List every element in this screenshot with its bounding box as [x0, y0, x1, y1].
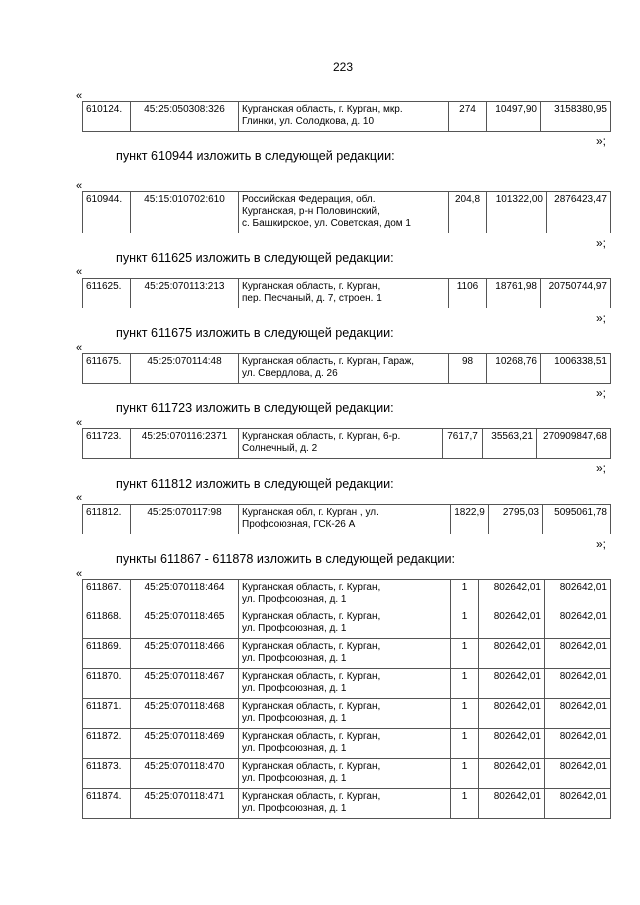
row-number: 611873. — [83, 759, 131, 789]
value-cell: 802642,01 — [545, 580, 611, 610]
closing-quote: »; — [596, 236, 607, 250]
address-cell — [239, 279, 449, 309]
rate-cell: 802642,01 — [479, 639, 545, 669]
row-number: 610124. — [83, 102, 131, 132]
address-cell — [239, 354, 449, 384]
record-table-610944 — [82, 191, 611, 233]
value-cell: 802642,01 — [545, 669, 611, 699]
value-cell: 802642,01 — [545, 759, 611, 789]
value-cell: 802642,01 — [545, 639, 611, 669]
record-table-611812 — [82, 504, 611, 534]
address-line: ул. Профсоюзная, д. 1 — [242, 713, 347, 724]
amendment-instruction: пункт 611675 изложить в следующей редакции: — [116, 326, 394, 340]
row-number: 611625. — [83, 279, 131, 309]
value-cell: 802642,01 — [545, 729, 611, 759]
address-line: ул. Профсоюзная, д. 1 — [242, 803, 347, 814]
row-number: 611867. — [83, 580, 131, 610]
row-number: 611868. — [83, 609, 131, 639]
row-number: 611870. — [83, 669, 131, 699]
address-line: Курганская область, г. Курган, — [242, 641, 381, 652]
value-cell: 20750744,97 — [541, 279, 611, 309]
amendment-instruction: пункт 610944 изложить в следующей редакции: — [116, 149, 395, 163]
table-row — [83, 580, 611, 610]
address-line: Профсоюзная, ГСК-26 А — [242, 519, 356, 530]
closing-quote: »; — [596, 311, 607, 325]
row-number: 610944. — [83, 192, 131, 234]
cadastral-number: 45:25:070118:465 — [131, 609, 239, 639]
table-row — [83, 429, 611, 459]
opening-quote: « — [76, 417, 83, 429]
area-cell: 1 — [451, 609, 479, 639]
rate-cell: 18761,98 — [487, 279, 541, 309]
opening-quote: « — [76, 568, 83, 580]
record-table-611625 — [82, 278, 611, 308]
closing-quote: »; — [596, 134, 607, 148]
address-line: ул. Профсоюзная, д. 1 — [242, 743, 347, 754]
address-line: пер. Песчаный, д. 7, строен. 1 — [242, 293, 382, 304]
area-cell: 1 — [451, 580, 479, 610]
value-cell: 1006338,51 — [541, 354, 611, 384]
table-row — [83, 102, 611, 132]
table-row — [83, 669, 611, 699]
table-row — [83, 759, 611, 789]
address-line: Курганская область, г. Курган, — [242, 671, 381, 682]
rate-cell: 802642,01 — [479, 729, 545, 759]
value-cell: 802642,01 — [545, 789, 611, 819]
opening-quote: « — [76, 492, 83, 504]
area-cell: 1 — [451, 639, 479, 669]
amendment-instruction: пункты 611867 - 611878 изложить в следующей редакции: — [116, 552, 456, 566]
area-cell: 1 — [451, 699, 479, 729]
address-cell — [239, 192, 449, 234]
address-line: ул. Профсоюзная, д. 1 — [242, 683, 347, 694]
table-row — [83, 789, 611, 819]
rate-cell: 802642,01 — [479, 699, 545, 729]
area-cell: 274 — [449, 102, 487, 132]
address-line: Курганская область, г. Курган, — [242, 701, 381, 712]
row-number: 611869. — [83, 639, 131, 669]
area-cell: 1 — [451, 729, 479, 759]
rate-cell: 802642,01 — [479, 669, 545, 699]
table-row — [83, 729, 611, 759]
opening-quote: « — [76, 90, 83, 102]
opening-quote: « — [76, 180, 83, 192]
address-cell — [239, 609, 451, 639]
cadastral-number: 45:25:050308:326 — [131, 102, 239, 132]
rate-cell: 802642,01 — [479, 759, 545, 789]
address-line: Курганская область, г. Курган, — [242, 281, 381, 292]
value-cell: 2876423,47 — [547, 192, 611, 234]
amendment-instruction: пункт 611812 изложить в следующей редакции: — [116, 477, 394, 491]
record-table-610124 — [82, 101, 611, 132]
address-cell — [239, 669, 451, 699]
address-line: Курганская область, г. Курган, — [242, 611, 381, 622]
area-cell: 1 — [451, 789, 479, 819]
cadastral-number: 45:25:070114:48 — [131, 354, 239, 384]
rate-cell: 10497,90 — [487, 102, 541, 132]
value-cell: 3158380,95 — [541, 102, 611, 132]
cadastral-number: 45:25:070116:2371 — [131, 429, 239, 459]
value-cell: 270909847,68 — [537, 429, 611, 459]
opening-quote: « — [76, 342, 83, 354]
cadastral-number: 45:15:010702:610 — [131, 192, 239, 234]
value-cell: 5095061,78 — [543, 505, 611, 535]
address-line: Курганская область, г. Курган, Гараж, — [242, 356, 415, 367]
address-line: Курганская область, г. Курган, — [242, 791, 381, 802]
address-line: с. Башкирское, ул. Советская, дом 1 — [242, 218, 411, 229]
closing-quote: »; — [596, 461, 607, 475]
address-line: Курганская область, г. Курган, — [242, 761, 381, 772]
record-table-611867-611874 — [82, 579, 611, 819]
rate-cell: 10268,76 — [487, 354, 541, 384]
row-number: 611874. — [83, 789, 131, 819]
value-cell: 802642,01 — [545, 699, 611, 729]
area-cell: 98 — [449, 354, 487, 384]
cadastral-number: 45:25:070118:471 — [131, 789, 239, 819]
record-table-611675 — [82, 353, 611, 384]
cadastral-number: 45:25:070118:470 — [131, 759, 239, 789]
row-number: 611812. — [83, 505, 131, 535]
rate-cell: 101322,00 — [487, 192, 547, 234]
cadastral-number: 45:25:070118:469 — [131, 729, 239, 759]
address-line: ул. Свердлова, д. 26 — [242, 368, 338, 379]
address-line: Курганская область, г. Курган, — [242, 731, 381, 742]
table-row — [83, 505, 611, 535]
page-number: 223 — [332, 60, 354, 74]
area-cell: 204,8 — [449, 192, 487, 234]
address-cell — [239, 729, 451, 759]
address-cell — [239, 699, 451, 729]
rate-cell: 35563,21 — [483, 429, 537, 459]
cadastral-number: 45:25:070118:468 — [131, 699, 239, 729]
cadastral-number: 45:25:070118:467 — [131, 669, 239, 699]
cadastral-number: 45:25:070118:466 — [131, 639, 239, 669]
row-number: 611675. — [83, 354, 131, 384]
address-cell — [239, 759, 451, 789]
row-number: 611871. — [83, 699, 131, 729]
row-number: 611723. — [83, 429, 131, 459]
address-line: Глинки, ул. Солодкова, д. 10 — [242, 116, 375, 127]
record-table-611723 — [82, 428, 611, 459]
row-number: 611872. — [83, 729, 131, 759]
address-line: Курганская область, г. Курган, 6-р. — [242, 431, 401, 442]
amendment-instruction: пункт 611723 изложить в следующей редакции: — [116, 401, 394, 415]
table-row — [83, 279, 611, 309]
address-cell — [239, 639, 451, 669]
address-line: Курганская область, г. Курган, мкр. — [242, 104, 403, 115]
closing-quote: »; — [596, 386, 607, 400]
closing-quote: »; — [596, 537, 607, 551]
table-row — [83, 192, 611, 234]
opening-quote: « — [76, 266, 83, 278]
address-line: Российская Федерация, обл. — [242, 194, 376, 205]
address-line: Курганская обл, г. Курган , ул. — [242, 507, 379, 518]
cadastral-number: 45:25:070118:464 — [131, 580, 239, 610]
address-line: ул. Профсоюзная, д. 1 — [242, 653, 347, 664]
area-cell: 1 — [451, 669, 479, 699]
value-cell: 802642,01 — [545, 609, 611, 639]
cadastral-number: 45:25:070117:98 — [131, 505, 239, 535]
table-row — [83, 639, 611, 669]
table-row — [83, 609, 611, 639]
address-line: ул. Профсоюзная, д. 1 — [242, 773, 347, 784]
amendment-instruction: пункт 611625 изложить в следующей редакции: — [116, 251, 394, 265]
rate-cell: 802642,01 — [479, 789, 545, 819]
table-row — [83, 699, 611, 729]
rate-cell: 802642,01 — [479, 609, 545, 639]
address-cell — [239, 505, 451, 535]
address-line: Солнечный, д. 2 — [242, 443, 318, 454]
rate-cell: 2795,03 — [489, 505, 543, 535]
rate-cell: 802642,01 — [479, 580, 545, 610]
address-cell — [239, 102, 449, 132]
cadastral-number: 45:25:070113:213 — [131, 279, 239, 309]
address-cell — [239, 789, 451, 819]
area-cell: 1 — [451, 759, 479, 789]
address-line: ул. Профсоюзная, д. 1 — [242, 594, 347, 605]
area-cell: 1822,9 — [451, 505, 489, 535]
address-line: ул. Профсоюзная, д. 1 — [242, 623, 347, 634]
address-cell — [239, 580, 451, 610]
area-cell: 1106 — [449, 279, 487, 309]
address-line: Курганская, р-н Половинский, — [242, 206, 380, 217]
address-line: Курганская область, г. Курган, — [242, 582, 381, 593]
table-row — [83, 354, 611, 384]
address-cell — [239, 429, 443, 459]
area-cell: 7617,7 — [443, 429, 483, 459]
